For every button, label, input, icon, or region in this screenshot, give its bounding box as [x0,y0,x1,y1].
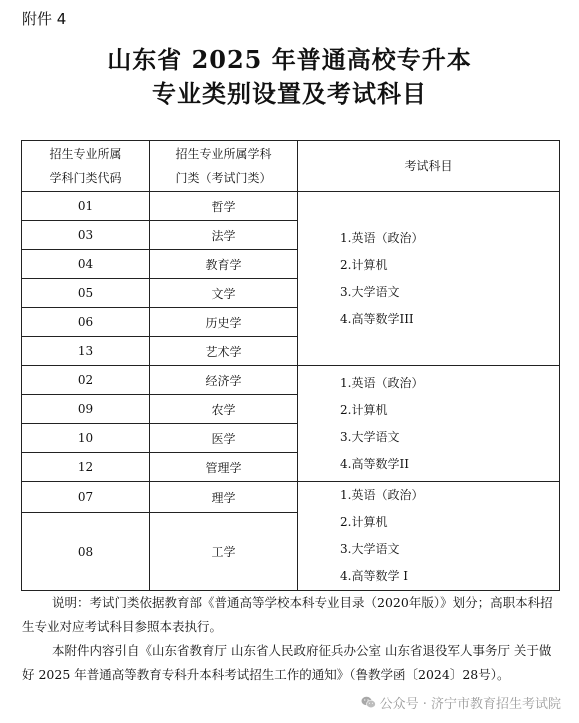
category-cell: 理学 [150,482,298,513]
exam-subject: 1.英语（政治） [340,375,424,390]
code-cell: 03 [22,221,150,250]
code-cell: 13 [22,337,150,366]
category-cell: 艺术学 [150,337,298,366]
attachment-label: 附件 4 [22,10,67,28]
wechat-icon [361,696,376,709]
category-cell: 经济学 [150,366,298,395]
table-row [22,192,560,221]
note-source: 本附件内容引自《山东省教育厅 山东省人民政府征兵办公室 山东省退役军人事务厅 关于做好 2025 年普通高等教育专科升本科考试招生工作的通知》（鲁教学函〔2024〕28号）。 [22,643,552,682]
exam-subject: 3.大学语文 [340,542,400,556]
code-cell: 04 [22,250,150,279]
notes-section [22,591,562,687]
code-cell: 09 [22,395,150,424]
code-cell: 05 [22,279,150,308]
header-category-line2: 门类（考试门类） [175,171,272,185]
code-cell: 08 [22,513,150,591]
category-cell: 管理学 [150,453,298,482]
note-explanation: 说明：考试门类依据教育部《普通高等学校本科专业目录（2020年版）》划分；高职本科招生专业对应考试科目参照本表执行。 [22,595,553,634]
watermark-text: 公众号 · 济宁市教育招生考试院 [379,697,561,712]
code-cell: 01 [22,192,150,221]
code-cell: 07 [22,482,150,513]
header-category-line1: 招生专业所属学科 [175,147,272,161]
table-row [22,366,560,395]
category-cell: 工学 [150,513,298,591]
exam-subject: 4.高等数学II [340,456,409,471]
exam-subjects-cell [298,192,560,366]
exam-subject: 4.高等数学 I [340,569,409,583]
exam-subject: 2.计算机 [340,257,388,272]
header-code-line1: 招生专业所属 [49,147,122,161]
exam-subject: 1.英语（政治） [340,488,424,502]
document-title-line1: 山东省 2025 年普通高校专升本 [107,45,472,74]
category-cell: 教育学 [150,250,298,279]
exam-subject: 2.计算机 [340,402,388,417]
exam-subject: 3.大学语文 [340,284,400,299]
subject-table [21,140,560,591]
header-subjects: 考试科目 [298,141,560,192]
code-cell: 06 [22,308,150,337]
category-cell: 历史学 [150,308,298,337]
table-header-row [22,141,560,192]
document-title-line2: 专业类别设置及考试科目 [152,79,427,108]
code-cell: 10 [22,424,150,453]
header-category [150,141,298,192]
category-cell: 文学 [150,279,298,308]
exam-subject: 4.高等数学III [340,311,414,326]
watermark [357,692,565,713]
header-code-line2: 学科门类代码 [49,171,122,185]
table-row [22,482,560,513]
code-cell: 02 [22,366,150,395]
exam-subject: 2.计算机 [340,515,388,529]
category-cell: 法学 [150,221,298,250]
category-cell: 农学 [150,395,298,424]
exam-subjects-cell [298,366,560,482]
category-cell: 哲学 [150,192,298,221]
exam-subject: 3.大学语文 [340,429,400,444]
exam-subject: 1.英语（政治） [340,230,424,245]
exam-subjects-cell [298,482,560,591]
category-cell: 医学 [150,424,298,453]
code-cell: 12 [22,453,150,482]
header-code [22,141,150,192]
